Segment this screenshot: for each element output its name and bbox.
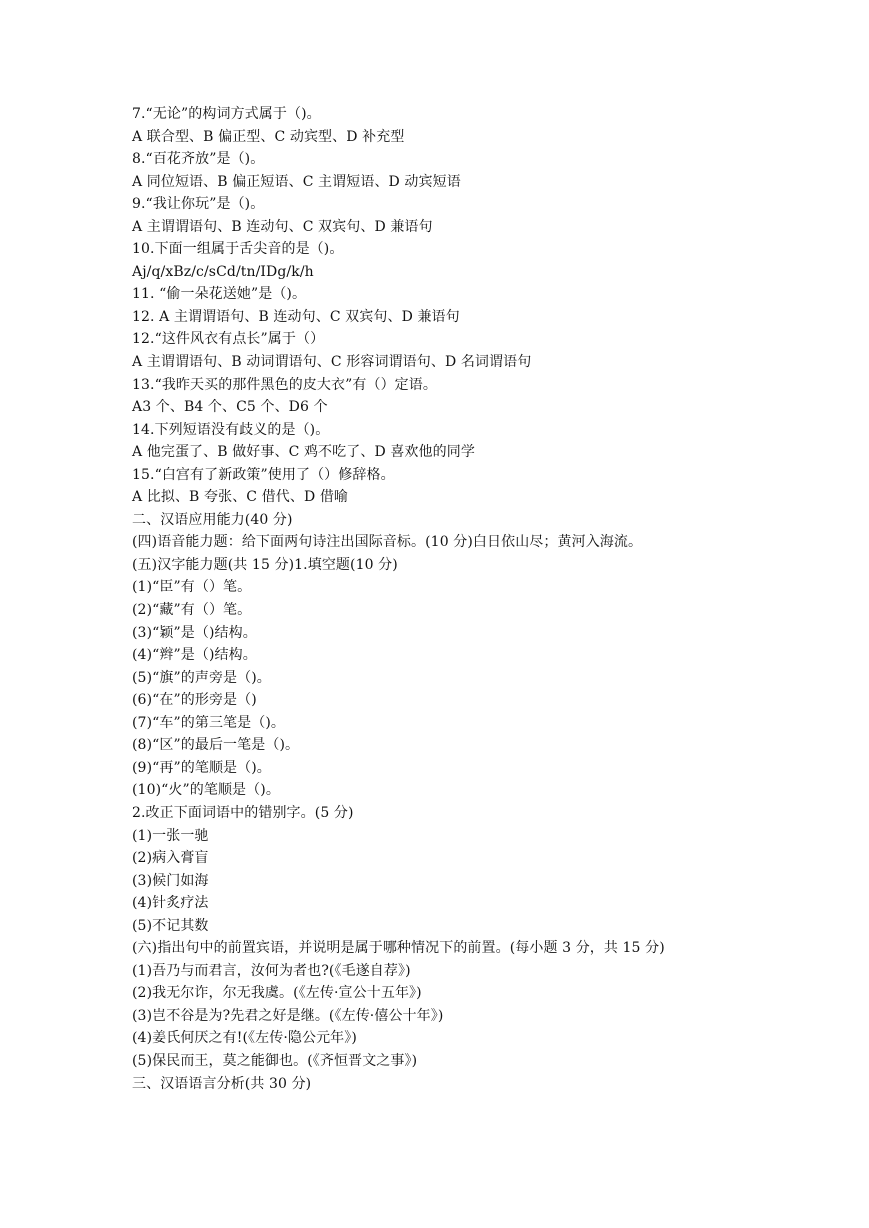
part-5-characters: (五)汉字能力题(共 15 分)1.填空题(10 分) xyxy=(132,556,398,573)
question-9-options: A 主谓谓语句、B 连动句、C 双宾句、D 兼语句 xyxy=(132,218,433,235)
question-7: 7.“无论”的构词方式属于（)。 xyxy=(132,106,321,122)
section-2-heading: 二、汉语应用能力(40 分) xyxy=(132,511,293,528)
typo-item-4: (4)针炙疗法 xyxy=(132,895,209,912)
classical-sentence-1: (1)吾乃与而君言，汝何为者也?(《毛遂自荐》) xyxy=(132,962,411,979)
question-11-options: 12. A 主谓谓语句、B 连动句、C 双宾句、D 兼语句 xyxy=(132,308,460,325)
part-6-object-preposing: (六)指出句中的前置宾语，并说明是属于哪种情况下的前置。(每小题 3 分，共 15 分) xyxy=(132,940,665,957)
question-15: 15.“白宫有了新政策”使用了（）修辞格。 xyxy=(132,466,395,483)
typo-item-2: (2)病入膏盲 xyxy=(132,850,209,867)
fill-blank-3: (3)“颖”是（)结构。 xyxy=(132,624,257,641)
question-13: 13.“我昨天买的那件黑色的皮大衣”有（）定语。 xyxy=(132,376,437,393)
fill-blank-4: (4)“辫”是（)结构。 xyxy=(132,647,257,664)
question-11: 11. “偷一朵花送她”是（)。 xyxy=(132,286,307,303)
typo-correction-heading: 2.改正下面词语中的错别字。(5 分) xyxy=(132,804,354,821)
classical-sentence-5: (5)保民而王，莫之能御也。(《齐恒晋文之事》) xyxy=(132,1052,418,1069)
question-8-options: A 同位短语、B 偏正短语、C 主谓短语、D 动宾短语 xyxy=(132,173,461,190)
question-14: 14.下列短语没有歧义的是（)。 xyxy=(132,421,330,438)
question-8: 8.“百花齐放”是（)。 xyxy=(132,151,265,168)
classical-sentence-3: (3)岂不谷是为?先君之好是继。(《左传·僖公十年》) xyxy=(132,1007,444,1024)
typo-item-3: (3)候门如海 xyxy=(132,872,209,889)
question-14-options: A 他完蛋了、B 做好事、C 鸡不吃了、D 喜欢他的同学 xyxy=(132,444,475,461)
question-10-options: Aj/q/xBz/c/sCd/tn/IDg/k/h xyxy=(132,263,314,280)
question-9: 9.“我让你玩”是（)。 xyxy=(132,196,265,213)
fill-blank-8: (8)“区”的最后一笔是（)。 xyxy=(132,737,300,754)
question-12: 12.“这件风衣有点长”属于（） xyxy=(132,331,325,348)
typo-item-5: (5)不记其数 xyxy=(132,917,209,934)
fill-blank-2: (2)“藏”有（）笔。 xyxy=(132,602,252,619)
classical-sentence-2: (2)我无尔诈，尔无我虞。(《左传·宣公十五年》) xyxy=(132,985,422,1002)
question-12-options: A 主谓谓语句、B 动词谓语句、C 形容词谓语句、D 名词谓语句 xyxy=(132,354,532,371)
fill-blank-9: (9)“再”的笔顺是（)。 xyxy=(132,759,271,776)
typo-item-1: (1)一张一驰 xyxy=(132,827,209,844)
part-4-phonetics: (四)语音能力题：给下面两句诗注出国际音标。(10 分)白日依山尽；黄河入海流。 xyxy=(132,534,643,551)
question-15-options: A 比拟、B 夸张、C 借代、D 借喻 xyxy=(132,489,349,506)
question-10: 10.下面一组属于舌尖音的是（)。 xyxy=(132,241,344,258)
fill-blank-10: (10)“火”的笔顺是（)。 xyxy=(132,782,280,799)
fill-blank-6: (6)“在”的形旁是（) xyxy=(132,692,257,709)
question-7-options: A 联合型、B 偏正型、C 动宾型、D 补充型 xyxy=(132,128,405,145)
section-3-heading: 三、汉语语言分析(共 30 分) xyxy=(132,1075,312,1092)
fill-blank-5: (5)“旗”的声旁是（)。 xyxy=(132,669,271,686)
classical-sentence-4: (4)姜氏何厌之有!(《左传·隐公元年》) xyxy=(132,1030,357,1047)
document-body xyxy=(132,103,832,1095)
fill-blank-7: (7)“车”的第三笔是（)。 xyxy=(132,714,286,731)
question-13-options: A3 个、B4 个、C5 个、D6 个 xyxy=(132,399,328,416)
fill-blank-1: (1)“臣”有（）笔。 xyxy=(132,579,252,596)
